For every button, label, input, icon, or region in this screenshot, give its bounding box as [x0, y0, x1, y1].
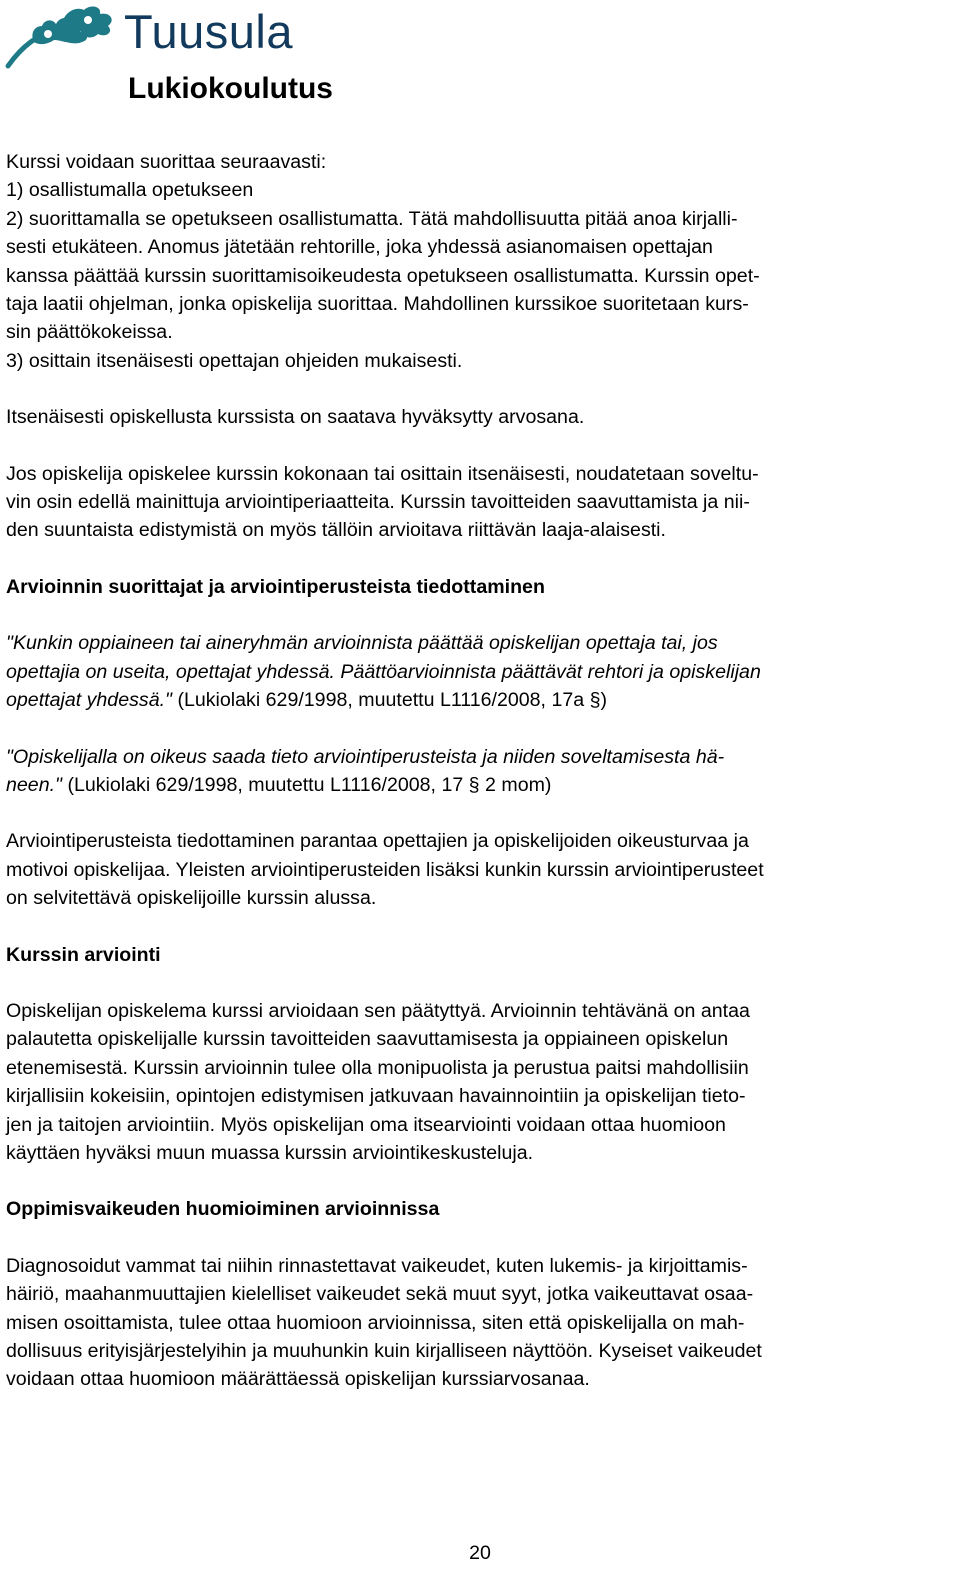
law-reference: (Lukiolaki 629/1998, muutettu L1116/2008, 17a §)	[172, 689, 608, 712]
completion-item-2-line: 2) suorittamalla se opetukseen osallistumatta. Tätä mahdollisuutta pitää anoa kirjalli-	[6, 207, 738, 230]
completion-item-2-line: sesti etukäteen. Anomus jätetään rehtorille, joka yhdessä asianomaisen opettajan	[6, 236, 713, 259]
criteria-info-line: on selvitettävä opiskelijoille kurssin alussa.	[6, 887, 377, 910]
completion-item-2-line: sin päättökokeissa.	[6, 321, 173, 344]
oak-leaf-icon	[4, 2, 122, 70]
learning-difficulties-line: dollisuus erityisjärjestelyihin ja muuhunkin kuin kirjalliseen näyttöön. Kyseiset vaikeudet	[6, 1340, 762, 1362]
course-assessment-line: kirjallisiin kokeisiin, opintojen edistymisen jatkuvaan havainnointiin ja opiskelijan tieto-	[6, 1085, 746, 1108]
course-assessment-line: käyttäen hyväksi muun muassa kurssin arviointikeskusteluja.	[6, 1141, 534, 1164]
tuusula-logo	[4, 2, 304, 70]
course-assessment-line: jen ja taitojen arviointiin. Myös opiskelijan oma itsearviointi voidaan ottaa huomioon	[6, 1113, 726, 1136]
section-heading-assessors: Arvioinnin suorittajat ja arviointiperusteista tiedottaminen	[6, 575, 545, 598]
section-heading-course-assessment: Kurssin arviointi	[6, 943, 161, 966]
independent-study-line: vin osin edellä mainittuja arviointiperiaatteita. Kurssin tavoitteiden saavuttamista ja nii-	[6, 491, 750, 514]
independent-study-line: Jos opiskelija opiskelee kurssin kokonaan tai osittain itsenäisesti, noudatetaan soveltu-	[6, 462, 759, 485]
law-quote-end: opettajat yhdessä."	[6, 689, 172, 712]
law-quote-end: neen."	[6, 773, 62, 796]
law-quote-last-line	[6, 771, 954, 799]
completion-item-3: 3) osittain itsenäisesti opettajan ohjeiden mukaisesti.	[6, 349, 463, 372]
logo-wordmark: Tuusula	[124, 5, 293, 58]
criteria-info-line: motivoi opiskelijaa. Yleisten arviointiperusteiden lisäksi kunkin kurssin arviointiperusteet	[6, 858, 764, 881]
section-heading-learning-difficulties: Oppimisvaikeuden huomioiminen arvioinnissa	[6, 1198, 440, 1221]
law-quote-line: "Kunkin oppiaineen tai aineryhmän arvioinnista päättää opiskelijan opettaja tai, jos	[6, 632, 718, 655]
page-number: 20	[469, 1542, 491, 1564]
completion-intro: Kurssi voidaan suorittaa seuraavasti:	[6, 151, 327, 173]
completion-item-2-line: taja laatii ohjelman, jonka opiskelija suorittaa. Mahdollinen kurssikoe suoritetaan kurs-	[6, 293, 749, 316]
course-assessment-line: Opiskelijan opiskelema kurssi arvioidaan sen päätyttyä. Arvioinnin tehtävänä on antaa	[6, 999, 750, 1022]
completion-item-2-line: kanssa päättää kurssin suorittamisoikeudesta opetukseen osallistumatta. Kurssin opet-	[6, 264, 760, 287]
criteria-info-line: Arviointiperusteista tiedottaminen parantaa opettajien ja opiskelijoiden oikeusturvaa ja	[6, 830, 749, 853]
independent-grade-note: Itsenäisesti opiskellusta kurssista on saatava hyväksytty arvosana.	[6, 406, 585, 429]
learning-difficulties-line: misen osoittamista, tulee ottaa huomioon arvioinnissa, siten että opiskelijalla on mah-	[6, 1311, 745, 1334]
law-quote-last-line	[6, 686, 954, 714]
page-title: Lukiokoulutus	[128, 72, 333, 105]
law-quote-line: opettajia on useita, opettajat yhdessä. Päättöarvioinnista päättävät rehtori ja opiskelijan	[6, 660, 761, 683]
learning-difficulties-line: häiriö, maahanmuuttajien kielelliset vaikeudet sekä muut syyt, jotka vaikeuttavat osaa-	[6, 1283, 754, 1306]
learning-difficulties-line: Diagnosoidut vammat tai niihin rinnastettavat vaikeudet, kuten lukemis- ja kirjoittamis-	[6, 1254, 748, 1277]
independent-study-line: den suuntaista edistymistä on myös tällöin arvioitava riittävän laaja-alaisesti.	[6, 519, 666, 542]
learning-difficulties-line: voidaan ottaa huomioon määrättäessä opiskelijan kurssiarvosanaa.	[6, 1368, 590, 1391]
document-body	[6, 148, 954, 1394]
completion-item-1: 1) osallistumalla opetukseen	[6, 179, 254, 202]
law-reference: (Lukiolaki 629/1998, muutettu L1116/2008, 17 § 2 mom)	[62, 773, 552, 796]
course-assessment-line: palautetta opiskelijalle kurssin tavoitteiden saavuttamisesta ja oppiaineen opiskelun	[6, 1028, 729, 1051]
law-quote-line: "Opiskelijalla on oikeus saada tieto arviointiperusteista ja niiden soveltamisesta hä-	[6, 745, 725, 768]
course-assessment-line: etenemisestä. Kurssin arvioinnin tulee olla monipuolista ja perustua paitsi mahdollisiin	[6, 1056, 749, 1079]
